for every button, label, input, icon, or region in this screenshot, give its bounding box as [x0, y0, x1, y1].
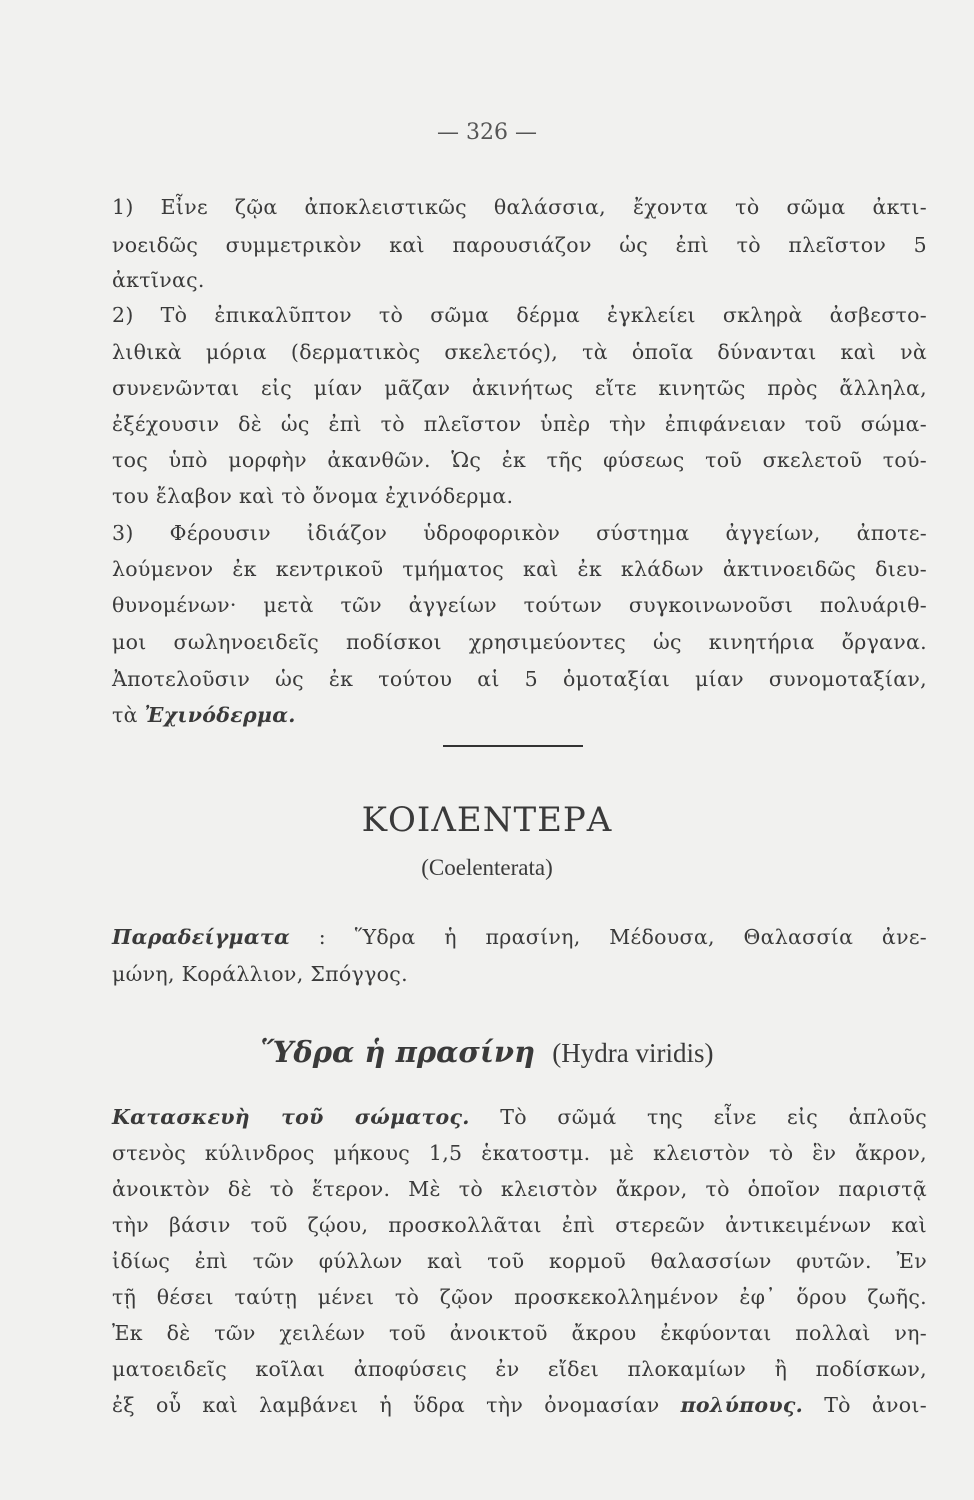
- text-line: θυνομένων· μετὰ τῶν ἀγγείων τούτων συγκοινωνοῦσι πολυάριθ-: [112, 593, 927, 617]
- text-line: τῇ θέσει ταύτῃ μένει τὸ ζῷον προσκεκολλημένον ἐφ᾿ ὅρου ζωῆς.: [112, 1285, 927, 1309]
- text-line: ἀκτῖνας.: [112, 268, 205, 292]
- text-line: ματοειδεῖς κοῖλαι ἀποφύσεις ἐν εἴδει πλοκαμίων ἢ ποδίσκων,: [112, 1357, 927, 1381]
- text-line: Ἀποτελοῦσιν ὡς ἐκ τούτου αἱ 5 ὁμοταξίαι μίαν συνομοταξίαν,: [112, 667, 927, 691]
- text-line: ἰδίως ἐπὶ τῶν φύλλων καὶ τοῦ κορμοῦ θαλασσίων φυτῶν. Ἐν: [112, 1249, 927, 1273]
- text-line: νοειδῶς συμμετρικὸν καὶ παρουσιάζον ὡς ἐπὶ τὸ πλεῖστον 5: [112, 233, 927, 257]
- examples-label: Παραδείγματα: [112, 925, 291, 949]
- text-fragment: Τὸ σῶμά της εἶνε εἰς ἁπλοῦς: [469, 1105, 928, 1129]
- text-line: του ἔλαβον καὶ τὸ ὄνομα ἐχινόδερμα.: [112, 484, 514, 508]
- examples-line: [112, 925, 927, 949]
- text-line: τὴν βάσιν τοῦ ζῴου, προσκολλᾶται ἐπὶ στερεῶν ἀντικειμένων καὶ: [112, 1213, 927, 1237]
- text-fragment: τὰ: [112, 703, 145, 727]
- text-line: ἐξέχουσιν δὲ ὡς ἐπὶ τὸ πλεῖστον ὑπὲρ τὴν ἐπιφάνειαν τοῦ σώμα-: [112, 412, 927, 436]
- section-line: [112, 1105, 927, 1129]
- page-number: — 326 —: [437, 120, 537, 145]
- text-line: μώνη, Κοράλλιον, Σπόγγος.: [112, 962, 408, 986]
- text-line: τος ὑπὸ μορφὴν ἀκανθῶν. Ὡς ἐκ τῆς φύσεως τοῦ σκελετοῦ τού-: [112, 448, 927, 472]
- text-fragment: Τὸ ἀνοι-: [803, 1393, 927, 1417]
- text-line: μοι σωληνοειδεῖς ποδίσκοι χρησιμεύοντες ὡς κινητήρια ὄργανα.: [112, 630, 927, 654]
- species-name: Ὕδρα ἡ πρασίνη: [260, 1035, 536, 1069]
- section-heading: ΚΟΙΛΕΝΤΕΡΑ: [361, 800, 613, 840]
- text-line: στενὸς κύλινδρος μήκους 1,5 ἑκατοστμ. μὲ κλειστὸν τὸ ἓν ἄκρον,: [112, 1141, 927, 1165]
- text-fragment: ἐξ οὗ καὶ λαμβάνει ἡ ὕδρα τὴν ὀνομασίαν: [112, 1393, 681, 1417]
- text-line: λούμενον ἐκ κεντρικοῦ τμήματος καὶ ἐκ κλάδων ἀκτινοειδῶς διευ-: [112, 557, 927, 581]
- text-line: 3) Φέρουσιν ἰδιάζον ὑδροφορικὸν σύστημα ἀγγείων, ἀποτε-: [112, 521, 927, 545]
- text-line: 2) Τὸ ἐπικαλῦπτον τὸ σῶμα δέρμα ἐγκλείει σκληρὰ ἀσβεστο-: [112, 303, 927, 327]
- section-heading-latin: (Coelenterata): [421, 855, 553, 880]
- species-title: [0, 1035, 974, 1069]
- text-line: [112, 1393, 927, 1417]
- text-line: ἀνοικτὸν δὲ τὸ ἕτερον. Μὲ τὸ κλειστὸν ἄκρον, τὸ ὁποῖον παριστᾷ: [112, 1177, 927, 1201]
- examples-text: : Ὕδρα ἡ πρασίνη, Μέδουσα, Θαλασσία ἀνε-: [290, 925, 927, 949]
- bold-term: Ἐχινόδερμα.: [144, 703, 296, 727]
- section-divider: [443, 745, 583, 747]
- text-line: 1) Εἶνε ζῷα ἀποκλειστικῶς θαλάσσια, ἔχοντα τὸ σῶμα ἀκτι-: [112, 195, 927, 219]
- species-latin: (Hydra viridis): [552, 1038, 714, 1068]
- text-line: λιθικὰ μόρια (δερματικὸς σκελετός), τὰ ὁποῖα δύνανται καὶ νὰ: [112, 340, 927, 364]
- text-line: συνενῶνται εἰς μίαν μᾶζαν ἀκινήτως εἴτε κινητῶς πρὸς ἄλληλα,: [112, 376, 927, 400]
- text-line: Ἐκ δὲ τῶν χειλέων τοῦ ἀνοικτοῦ ἄκρου ἐκφύονται πολλαὶ νη-: [112, 1321, 927, 1345]
- bold-term: πολύπους.: [680, 1393, 804, 1417]
- text-line: [112, 703, 927, 727]
- subsection-label: Κατασκευὴ τοῦ σώματος.: [112, 1105, 470, 1129]
